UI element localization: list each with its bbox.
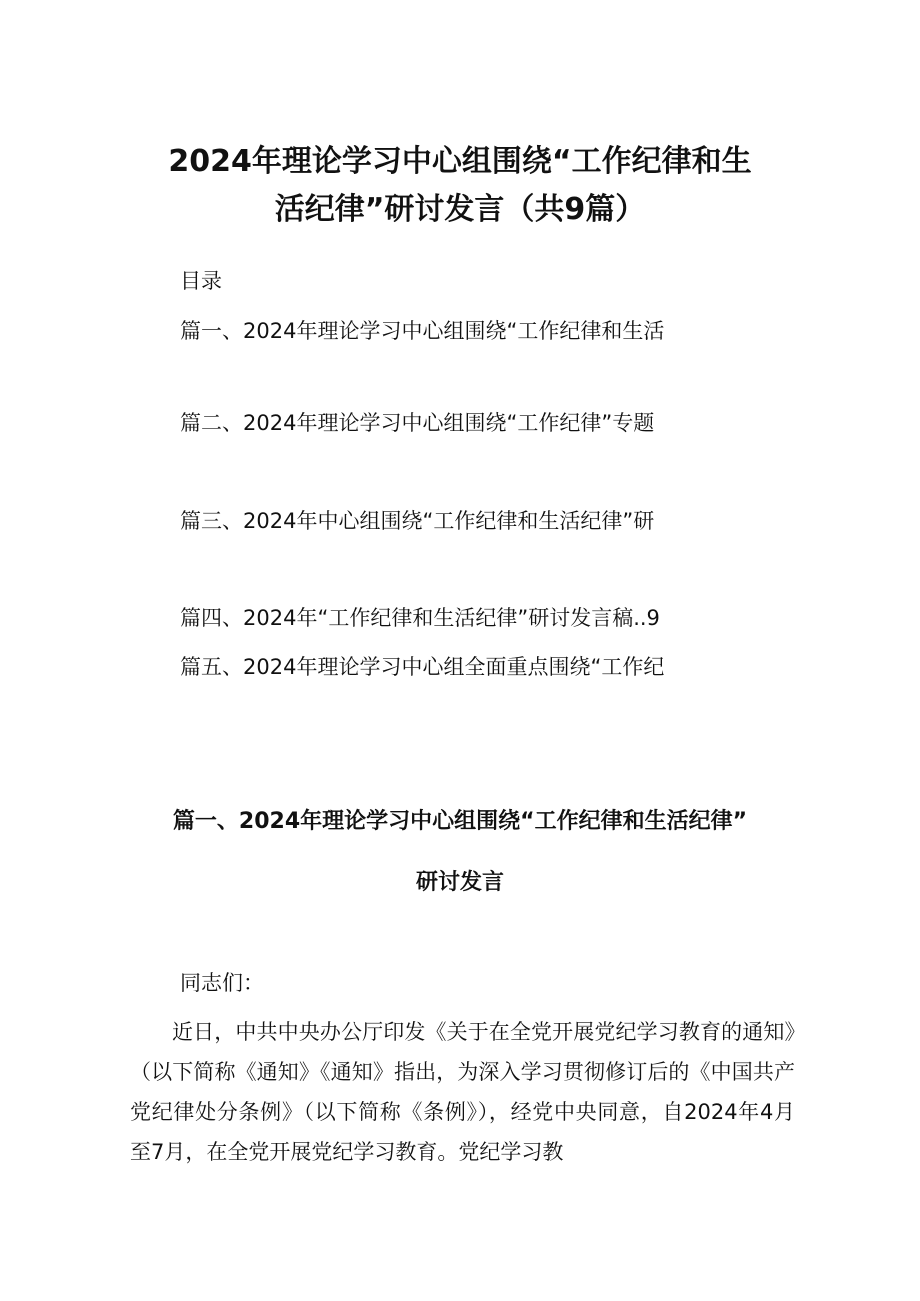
section-title-line-2: 研讨发言 (415, 870, 504, 895)
greeting: 同志们： (180, 971, 264, 995)
toc-item[interactable]: 篇五、2024年理论学习中心组全面重点围绕“工作纪 (180, 655, 665, 679)
section-title-line-1: 篇一、2024年理论学习中心组围绕“工作纪律和生活纪律” (172, 809, 748, 834)
toc-item[interactable]: 篇一、2024年理论学习中心组围绕“工作纪律和生活 (180, 319, 665, 343)
document-title-line-1: 2024年理论学习中心组围绕“工作纪律和生 (168, 144, 752, 179)
toc-item[interactable]: 篇二、2024年理论学习中心组围绕“工作纪律”专题 (180, 411, 655, 435)
toc-label: 目录 (180, 269, 222, 293)
document-title-line-2: 活纪律”研讨发言（共9篇） (274, 192, 646, 227)
toc-item[interactable]: 篇四、2024年“工作纪律和生活纪律”研讨发言稿..9 (180, 606, 660, 630)
body-paragraph: 近日，中共中央办公厅印发《关于在全党开展党纪学习教育的通知》（以下简称《通知》《通知》指出，为深入学习贯彻修订后的《中国共产党纪律处分条例》（以下简称《条例》），经党中央同意，自2024年4月至7月，在全党开展党纪学习教育。党纪学习教 (130, 1020, 795, 1164)
toc-item[interactable]: 篇三、2024年中心组围绕“工作纪律和生活纪律”研 (180, 509, 655, 533)
